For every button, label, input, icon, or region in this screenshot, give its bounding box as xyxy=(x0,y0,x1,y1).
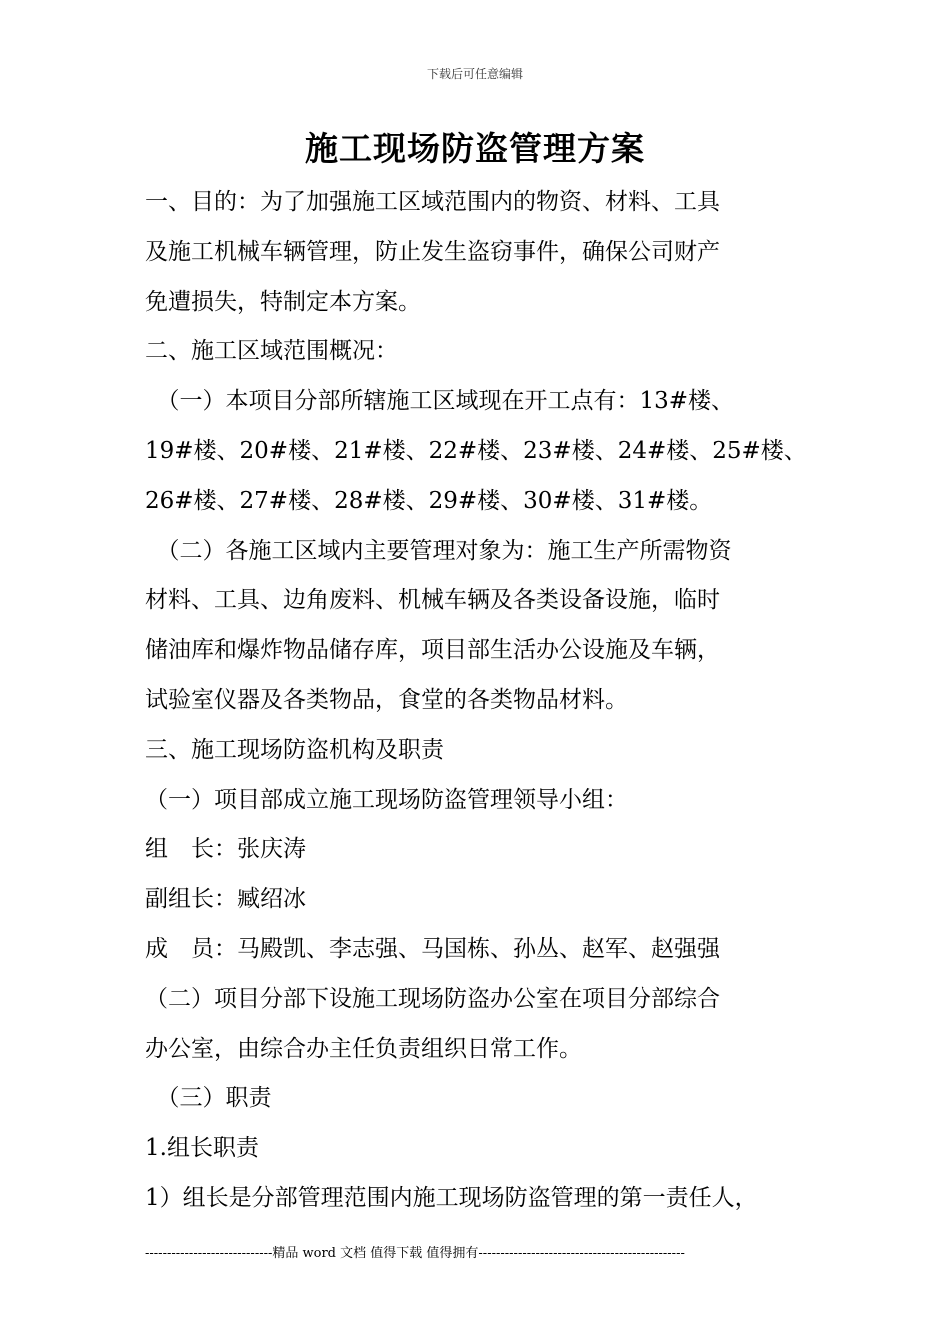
body-line: 试验室仪器及各类物品，食堂的各类物品材料。 xyxy=(145,686,628,713)
footer-note: -----------------------------精品 word 文档 值得下载 值得拥有----------------------------------------------- xyxy=(145,1246,685,1261)
body-line: 材料、工具、边角废料、机械车辆及各类设备设施，临时 xyxy=(145,587,720,614)
body-line: （二）项目分部下设施工现场防盗办公室在项目分部综合 xyxy=(145,985,720,1012)
body-line: 成 员：马殿凯、李志强、马国栋、孙丛、赵军、赵强强 xyxy=(145,935,720,962)
document-title: 施工现场防盗管理方案 xyxy=(305,129,645,168)
body-line: 19#楼、20#楼、21#楼、22#楼、23#楼、24#楼、25#楼、 xyxy=(145,437,807,464)
section-heading: 二、施工区域范围概况： xyxy=(145,338,398,365)
body-line: 26#楼、27#楼、28#楼、29#楼、30#楼、31#楼。 xyxy=(145,487,713,514)
document-body xyxy=(145,178,825,1224)
body-line: （一）本项目分部所辖施工区域现在开工点有：13#楼、 xyxy=(145,388,735,415)
body-line: 1）组长是分部管理范围内施工现场防盗管理的第一责任人， xyxy=(145,1184,758,1211)
header-note: 下载后可任意编辑 xyxy=(426,67,523,81)
body-line: 一、目的：为了加强施工区域范围内的物资、材料、工具 xyxy=(145,189,720,215)
body-line: 办公室，由综合办主任负责组织日常工作。 xyxy=(145,1035,582,1062)
body-line: 组 长：张庆涛 xyxy=(145,836,306,863)
body-line: 免遭损失，特制定本方案。 xyxy=(145,288,421,315)
body-line: （二）各施工区域内主要管理对象为：施工生产所需物资 xyxy=(145,537,732,564)
body-line: 副组长：臧绍冰 xyxy=(145,886,306,913)
body-line: （三）职责 xyxy=(145,1085,272,1112)
body-line: 1.组长职责 xyxy=(145,1135,259,1162)
body-line: （一）项目部成立施工现场防盗管理领导小组： xyxy=(145,786,628,813)
body-line: 及施工机械车辆管理，防止发生盗窃事件，确保公司财产 xyxy=(145,238,720,265)
section-heading: 三、施工现场防盗机构及职责 xyxy=(145,736,444,763)
body-line: 储油库和爆炸物品储存库，项目部生活办公设施及车辆， xyxy=(145,637,720,664)
